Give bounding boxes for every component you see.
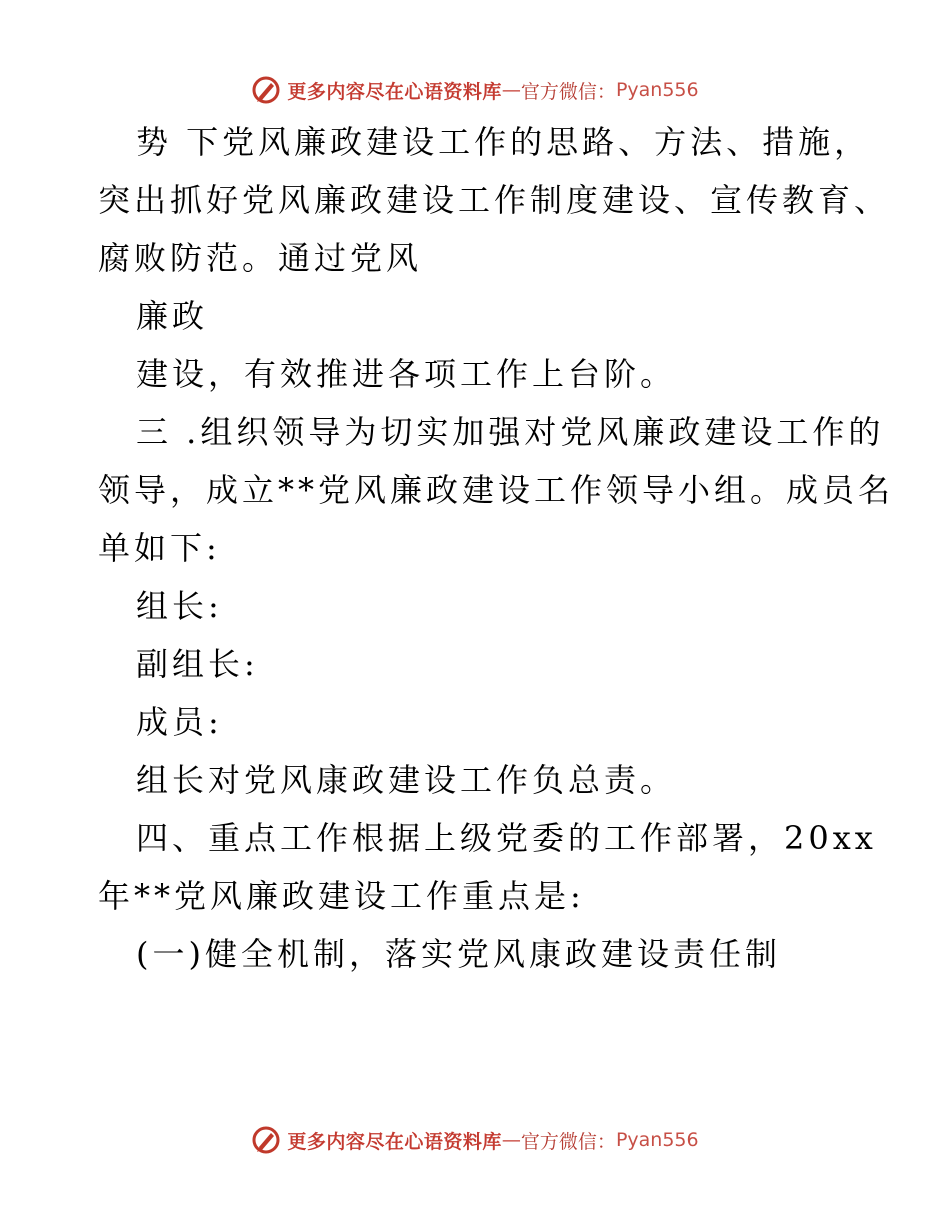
text-line: 建设，有效推进各项工作上台阶。 [136,355,677,393]
watermark-dash: — [501,1129,521,1151]
deputy-leader-label: 副组长: [136,645,259,683]
text-line: 腐败防范。通过党风 [98,239,423,277]
watermark-sub-text: 官方微信： [520,80,616,103]
text-line: 年**党风廉政建设工作重点是: [98,877,585,915]
watermark-header [0,72,950,108]
watermark-footer [0,1122,950,1158]
text-line: 领导，成立**党风廉政建设工作领导小组。成员名 [98,471,895,509]
text-line: 势 下党风廉政建设工作的思路、方法、措施， [136,123,871,161]
text-line: 单如下: [98,529,221,567]
watermark-main-text: 更多内容尽在心语资料库 [287,1130,502,1153]
text-line: 廉政 [136,297,209,335]
leader-label: 组长: [136,587,223,625]
pen-logo-icon [251,75,281,105]
watermark-wechat-id: Pyan556 [615,1129,699,1151]
watermark-sub-text: 官方微信： [520,1130,616,1153]
watermark-wechat-id: Pyan556 [615,79,699,101]
section-heading-four: 四、重点工作根据上级党委的工作部署，20xx [136,819,877,857]
text-line: 组长对党风康政建设工作负总责。 [136,761,677,799]
watermark-main-text: 更多内容尽在心语资料库 [287,80,502,103]
text-line: 突出抓好党风廉政建设工作制度建设、宣传教育、 [98,181,891,219]
watermark-dash: — [501,79,521,101]
section-heading-three: 三 .组织领导为切实加强对党风廉政建设工作的 [136,413,885,451]
members-label: 成员: [136,703,223,741]
pen-logo-icon [251,1125,281,1155]
subsection-heading-one: (一)健全机制，落实党风康政建设责任制 [136,935,781,973]
